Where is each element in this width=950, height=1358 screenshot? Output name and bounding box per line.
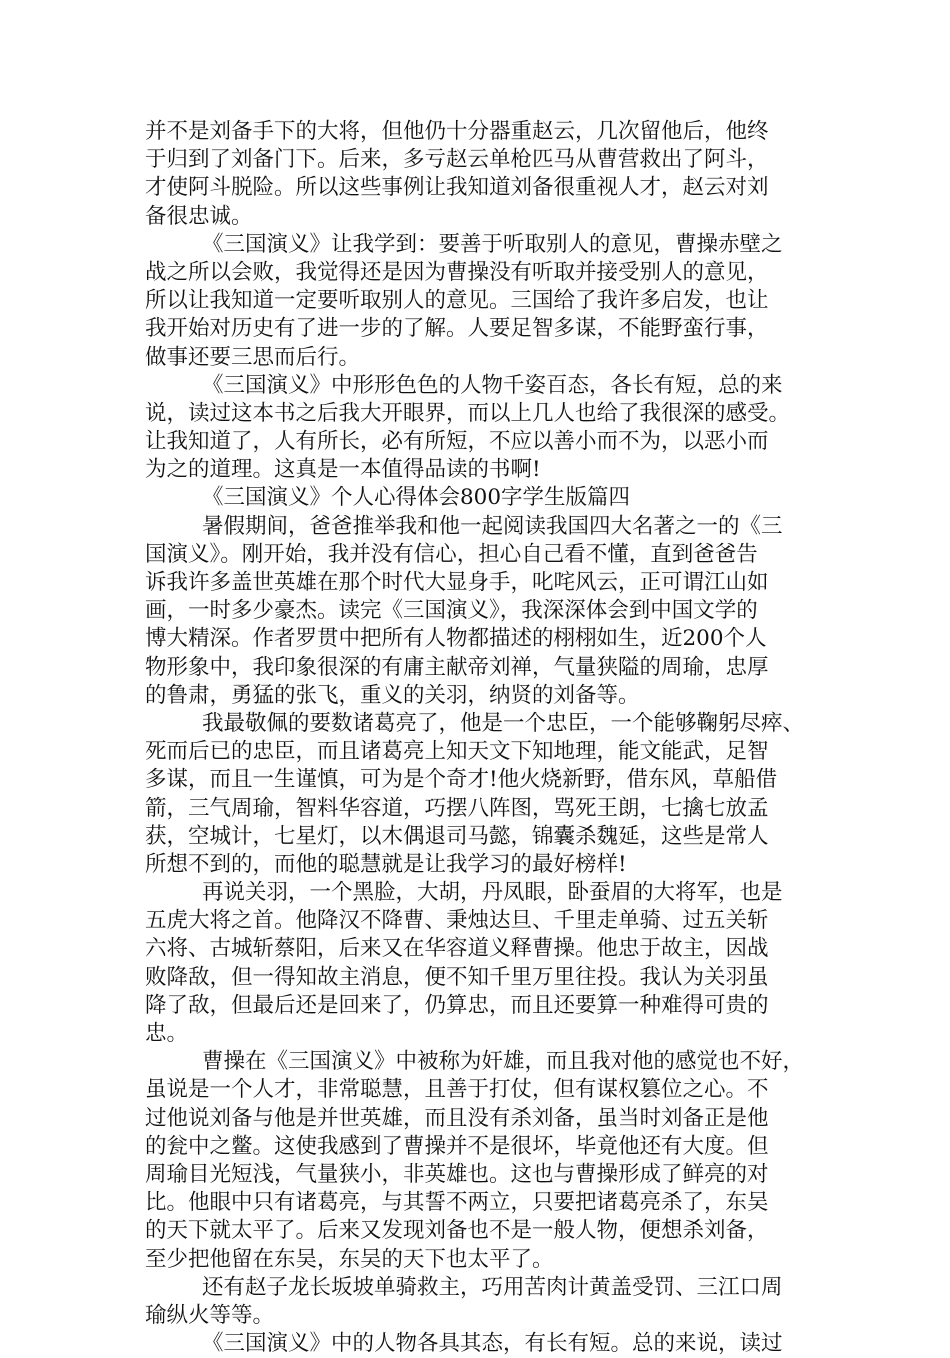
text-line: 五虎大将之首。他降汉不降曹、秉烛达旦、千里走单骑、过五关斩 (145, 908, 769, 934)
text-line: 说，读过这本书之后我大开眼界，而以上几人也给了我很深的感受。 (145, 400, 791, 426)
text-line: 败降敌，但一得知故主消息，便不知千里万里往投。我认为关羽虽 (145, 964, 769, 990)
text-line: 所想不到的，而他的聪慧就是让我学习的最好榜样! (145, 851, 627, 877)
text-line: 为之的道理。这真是一本值得品读的书啊! (145, 457, 541, 483)
text-line: 降了敌，但最后还是回来了，仍算忠，而且还要算一种难得可贵的 (145, 992, 769, 1018)
text-line: 死而后已的忠臣，而且诸葛亮上知天文下知地理，能文能武，足智 (145, 739, 769, 765)
text-line: 曹操在《三国演义》中被称为奸雄，而且我对他的感觉也不好， (202, 1049, 805, 1075)
text-line: 做事还要三思而后行。 (145, 344, 361, 370)
text-line: 忠。 (145, 1021, 189, 1046)
text-line: 让我知道了，人有所长，必有所短，不应以善小而不为，以恶小而 (145, 429, 769, 455)
text-line: 国演义》。刚开始，我并没有信心，担心自己看不懂，直到爸爸告 (145, 541, 758, 567)
text-line: 画，一时多少豪杰。读完《三国演义》，我深深体会到中国文学的 (145, 598, 758, 624)
text-line: 箭，三气周瑜，智料华容道，巧摆八阵图，骂死王朗，七擒七放孟 (145, 795, 769, 821)
text-line: 过他说刘备与他是并世英雄，而且没有杀刘备，虽当时刘备正是他 (145, 1105, 769, 1131)
text-line: 周瑜目光短浅，气量狭小，非英雄也。这也与曹操形成了鲜亮的对 (145, 1161, 769, 1187)
text-line: 的瓮中之鳖。这使我感到了曹操并不是很坏，毕竟他还有大度。但 (145, 1133, 769, 1159)
text-line: 《三国演义》中的人物各具其态，有长有短。总的来说，读过 (202, 1331, 783, 1357)
text-line: 备很忠诚。 (145, 203, 253, 229)
text-line: 还有赵子龙长坂坡单骑救主，巧用苦肉计黄盖受罚、三江口周 (202, 1274, 783, 1300)
text-line: 才使阿斗脱险。所以这些事例让我知道刘备很重视人才，赵云对刘 (145, 175, 769, 201)
text-line: 我开始对历史有了进一步的了解。人要足智多谋，不能野蛮行事， (145, 316, 769, 342)
text-line: 瑜纵火等等。 (145, 1302, 275, 1328)
text-line: 虽说是一个人才，非常聪慧，且善于打仗，但有谋权篡位之心。不 (145, 1077, 769, 1103)
text-line: 《三国演义》个人心得体会800字学生版篇四 (202, 485, 631, 511)
text-line: 的天下就太平了。后来又发现刘备也不是一般人物，便想杀刘备， (145, 1218, 769, 1244)
text-line: 诉我许多盖世英雄在那个时代大显身手，叱咤风云，正可谓江山如 (145, 570, 769, 595)
text-line: 并不是刘备手下的大将，但他仍十分器重赵云，几次留他后，他终 (145, 119, 769, 144)
text-line: 于归到了刘备门下。后来，多亏赵云单枪匹马从曹营救出了阿斗， (145, 147, 769, 173)
text-line: 我最敬佩的要数诸葛亮了，他是一个忠臣，一个能够鞠躬尽瘁、 (202, 710, 805, 736)
text-line: 至少把他留在东吴，东吴的天下也太平了。 (145, 1246, 554, 1272)
text-line: 多谋，而且一生谨慎，可为是个奇才!他火烧新野，借东风，草船借 (145, 767, 778, 793)
text-line: 暑假期间，爸爸推举我和他一起阅读我国四大名著之一的《三 (202, 513, 783, 539)
text-line: 战之所以会败，我觉得还是因为曹操没有听取并接受别人的意见， (145, 259, 769, 285)
text-line: 博大精深。作者罗贯中把所有人物都描述的栩栩如生，近200个人 (145, 626, 767, 652)
text-line: 六将、古城斩蔡阳，后来又在华容道义释曹操。他忠于故主，因战 (145, 936, 769, 962)
text-line: 《三国演义》中形形色色的人物千姿百态，各长有短，总的来 (202, 372, 783, 398)
text-line: 所以让我知道一定要听取别人的意见。三国给了我许多启发，也让 (145, 288, 769, 314)
document-body (145, 118, 825, 1358)
text-line: 比。他眼中只有诸葛亮，与其誓不两立，只要把诸葛亮杀了，东吴 (145, 1190, 769, 1216)
text-line: 再说关羽，一个黑脸，大胡，丹凤眼，卧蚕眉的大将军，也是 (202, 880, 783, 906)
text-line: 物形象中，我印象很深的有庸主献帝刘禅，气量狭隘的周瑜，忠厚 (145, 654, 769, 680)
text-line: 《三国演义》让我学到：要善于听取别人的意见，曹操赤壁之 (202, 231, 783, 257)
text-line: 获，空城计，七星灯，以木偶退司马懿，锦囊杀魏延，这些是常人 (145, 823, 769, 849)
text-line: 的鲁肃，勇猛的张飞，重义的关羽，纳贤的刘备等。 (145, 682, 640, 708)
